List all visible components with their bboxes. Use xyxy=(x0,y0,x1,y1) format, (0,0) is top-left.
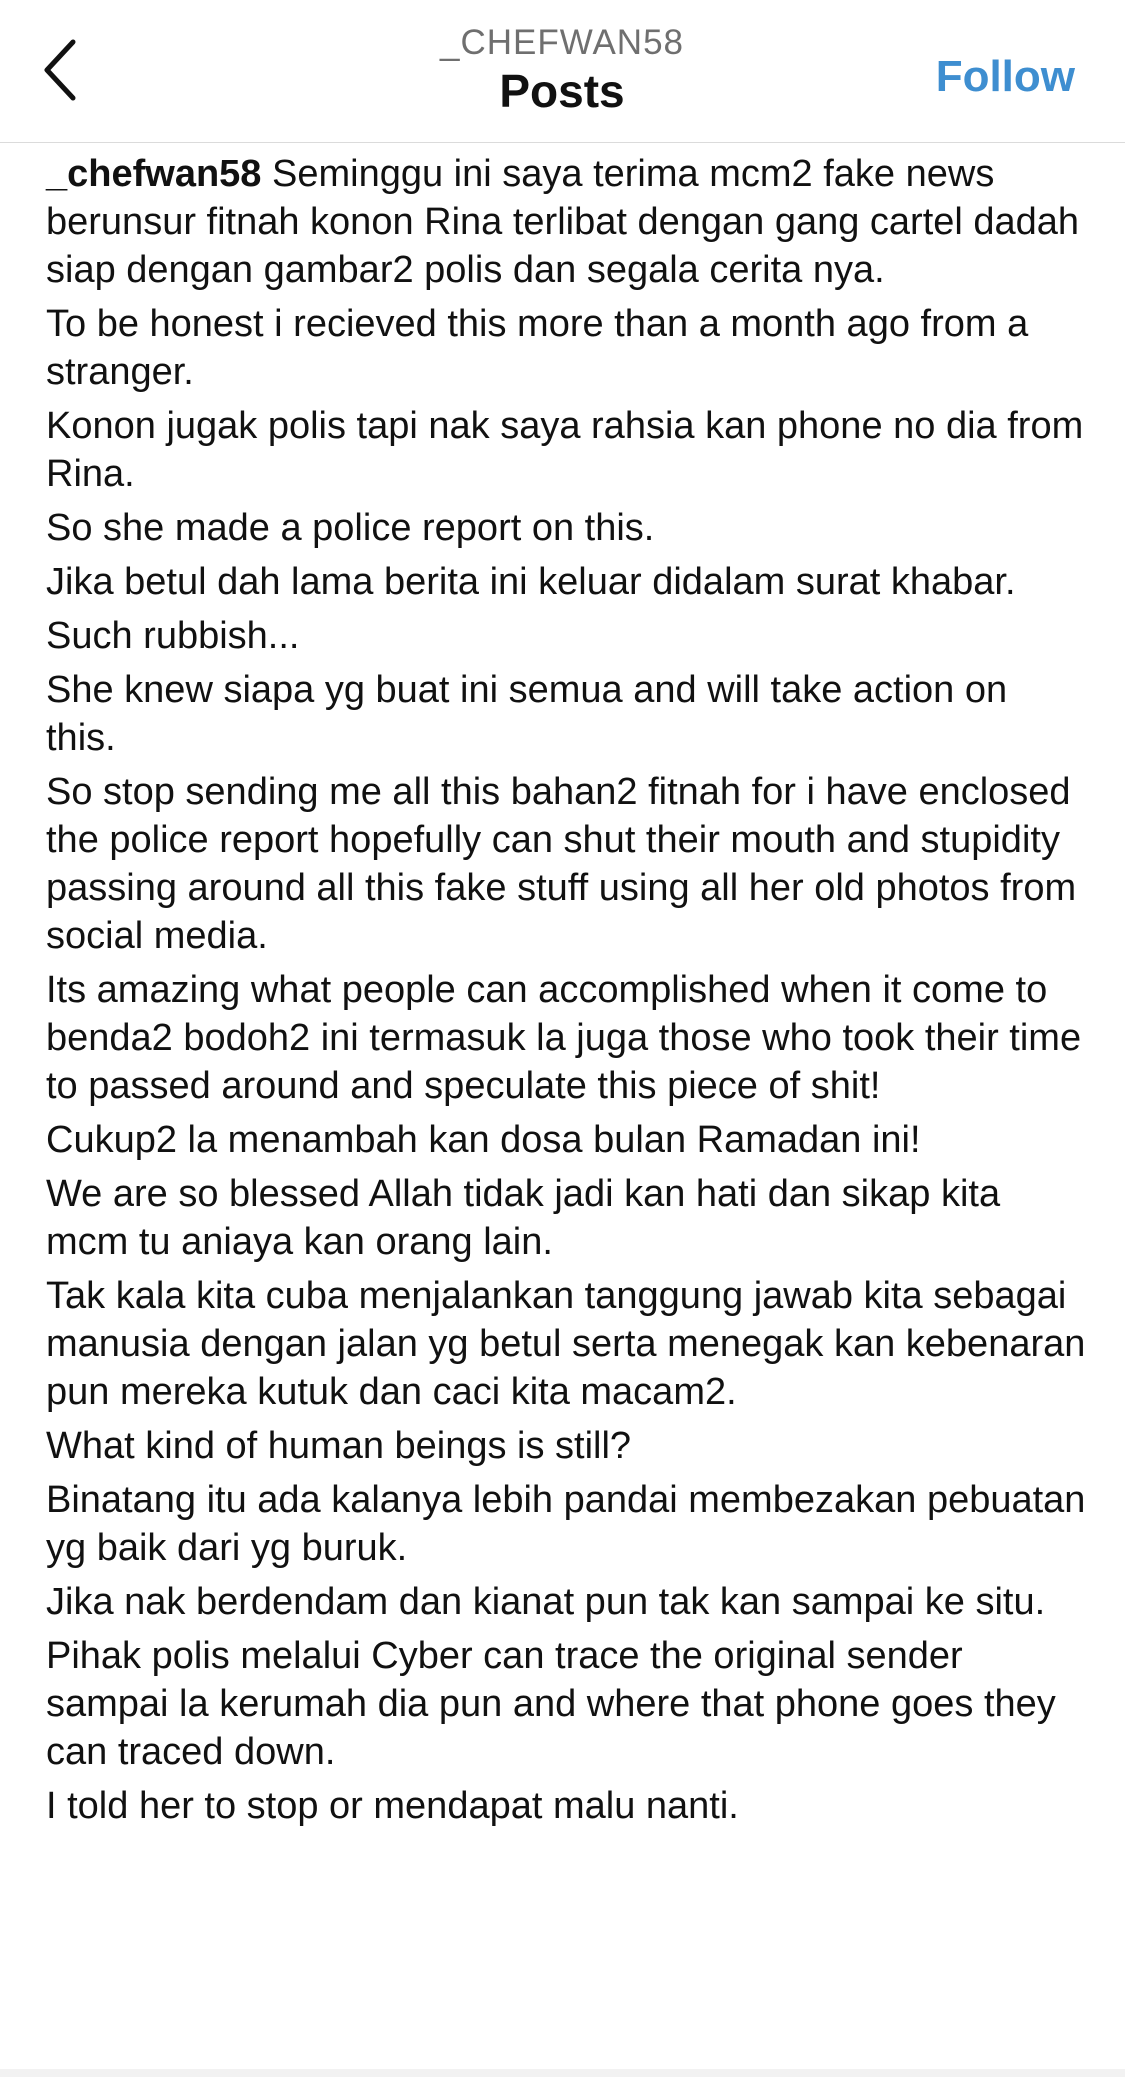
post-caption xyxy=(46,150,1086,1836)
caption-paragraph: Cukup2 la menambah kan dosa bulan Ramadan ini! xyxy=(46,1119,921,1161)
chevron-left-icon xyxy=(43,39,77,101)
caption-paragraph: So she made a police report on this. xyxy=(46,507,655,549)
caption-paragraph: She knew siapa yg buat ini semua and will take action on this. xyxy=(46,669,1008,759)
bottom-divider xyxy=(0,2069,1125,2077)
caption-paragraph: We are so blessed Allah tidak jadi kan hati dan sikap kita mcm tu aniaya kan orang lain. xyxy=(46,1173,1001,1263)
caption-paragraph: What kind of human beings is still? xyxy=(46,1425,632,1467)
caption-paragraph: So stop sending me all this bahan2 fitnah for i have enclosed the police report hopefully can shut their mouth and stupidity passing around all this fake stuff using all her old photos from social media. xyxy=(46,771,1077,957)
page-title: Posts xyxy=(499,65,625,117)
header-username: _CHEFWAN58 xyxy=(439,23,685,62)
author-username[interactable]: _chefwan58 xyxy=(46,153,262,195)
caption-paragraph: Jika betul dah lama berita ini keluar didalam surat khabar. xyxy=(46,561,1016,603)
follow-button[interactable]: Follow xyxy=(935,52,1075,101)
caption-paragraph: I told her to stop or mendapat malu nanti. xyxy=(46,1785,739,1827)
caption-paragraph: Such rubbish... xyxy=(46,615,300,657)
top-nav-bar xyxy=(0,0,1125,143)
caption-paragraph xyxy=(46,150,1086,294)
caption-paragraph: Tak kala kita cuba menjalankan tanggung jawab kita sebagai manusia dengan jalan yg betul serta menegak kan kebenaran pun mereka kutuk dan caci kita macam2. xyxy=(46,1275,1086,1413)
caption-paragraph: Its amazing what people can accomplished when it come to benda2 bodoh2 ini termasuk la juga those who took their time to passed around and speculate this piece of shit! xyxy=(46,969,1082,1107)
caption-paragraph: Jika nak berdendam dan kianat pun tak kan sampai ke situ. xyxy=(46,1581,1046,1623)
caption-paragraph: Konon jugak polis tapi nak saya rahsia kan phone no dia from Rina. xyxy=(46,405,1084,495)
caption-paragraph: Binatang itu ada kalanya lebih pandai membezakan pebuatan yg baik dari yg buruk. xyxy=(46,1479,1086,1569)
back-button[interactable] xyxy=(30,30,90,110)
caption-text: Seminggu ini saya terima mcm2 fake news berunsur fitnah konon Rina terlibat dengan gang cartel dadah siap dengan gambar2 polis dan segala cerita nya. xyxy=(46,153,1080,291)
caption-paragraph: Pihak polis melalui Cyber can trace the original sender sampai la kerumah dia pun and where that phone goes they can traced down. xyxy=(46,1635,1056,1773)
caption-paragraph: To be honest i recieved this more than a month ago from a stranger. xyxy=(46,303,1029,393)
header-title-block xyxy=(262,22,862,118)
